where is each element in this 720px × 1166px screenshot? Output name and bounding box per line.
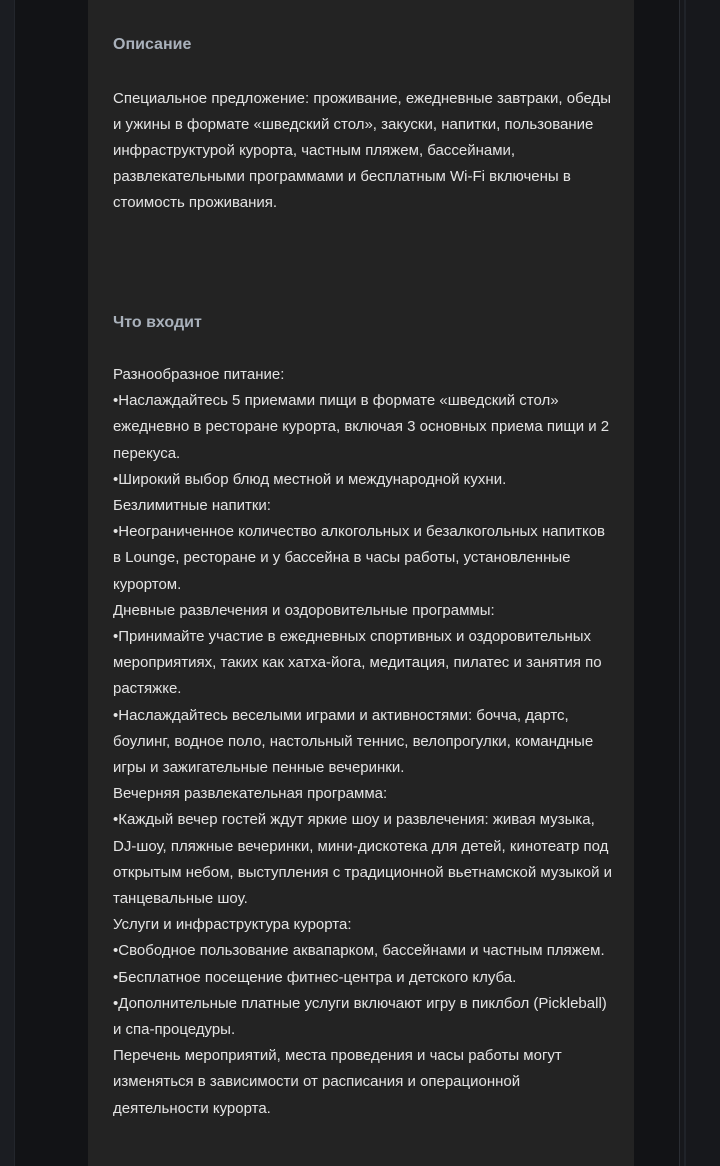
included-list bbox=[113, 362, 615, 1122]
included-heading: Что входит bbox=[113, 314, 202, 331]
scroll-track bbox=[684, 0, 686, 1166]
list-item: Разнообразное питание: bbox=[113, 366, 285, 383]
right-edge-panel bbox=[679, 0, 720, 1166]
list-item: •Свободное пользование аквапарком, бассейнами и частным пляжем. bbox=[113, 942, 605, 960]
details-card bbox=[88, 0, 634, 1166]
card-content bbox=[113, 32, 615, 1122]
list-item: •Неограниченное количество алкогольных и безалкогольных напитков в Lounge, ресторане и у бассейна в часы работы, установленные курортом. bbox=[113, 523, 606, 593]
list-item: •Бесплатное посещение фитнес-центра и детского клуба. bbox=[113, 968, 517, 986]
list-item: •Принимайте участие в ежедневных спортивных и оздоровительных мероприятиях, таких как хатха-йога, медитация, пилатес и занятия по растяжке. bbox=[113, 628, 602, 698]
list-item: •Широкий выбор блюд местной и международной кухни. bbox=[113, 470, 507, 488]
description-text: Специальное предложение: проживание, ежедневные завтраки, обеды и ужины в формате «шведский стол», закуски, напитки, пользование инфраструктурой курорта, частным пляжем, бассейнами, развлекательными программами и бесплатным Wi-Fi включены в стоимость проживания. bbox=[113, 90, 612, 211]
list-item: Вечерняя развлекательная программа: bbox=[113, 785, 388, 803]
list-item: •Дополнительные платные услуги включают игру в пиклбол (Pickleball) и спа-процедуры. bbox=[113, 994, 607, 1039]
description-heading: Описание bbox=[113, 36, 192, 53]
list-item: Услуги и инфраструктура курорта: bbox=[113, 916, 352, 934]
list-item: •Наслаждайтесь 5 приемами пищи в формате «шведский стол» ежедневно в ресторане курорта, включая 3 основных приема пищи и 2 перекуса. bbox=[113, 392, 610, 462]
list-item: •Каждый вечер гостей ждут яркие шоу и развлечения: живая музыка, DJ-шоу, пляжные вечеринки, мини-дискотека для детей, кинотеатр под открытым небом, выступления с традиционной вьетнамской музыкой и танцевальные шоу. bbox=[113, 811, 613, 908]
list-item: Перечень мероприятий, места проведения и часы работы могут изменяться в зависимости от расписания и операционной деятельности курорта. bbox=[113, 1047, 562, 1117]
list-item: Безлимитные напитки: bbox=[113, 497, 271, 515]
left-edge-panel bbox=[0, 0, 15, 1166]
list-item: Дневные развлечения и оздоровительные программы: bbox=[113, 601, 495, 619]
list-item: •Наслаждайтесь веселыми играми и активностями: бочча, дартс, боулинг, водное поло, настольный теннис, велопрогулки, командные игры и зажигательные пенные вечеринки. bbox=[113, 706, 594, 777]
